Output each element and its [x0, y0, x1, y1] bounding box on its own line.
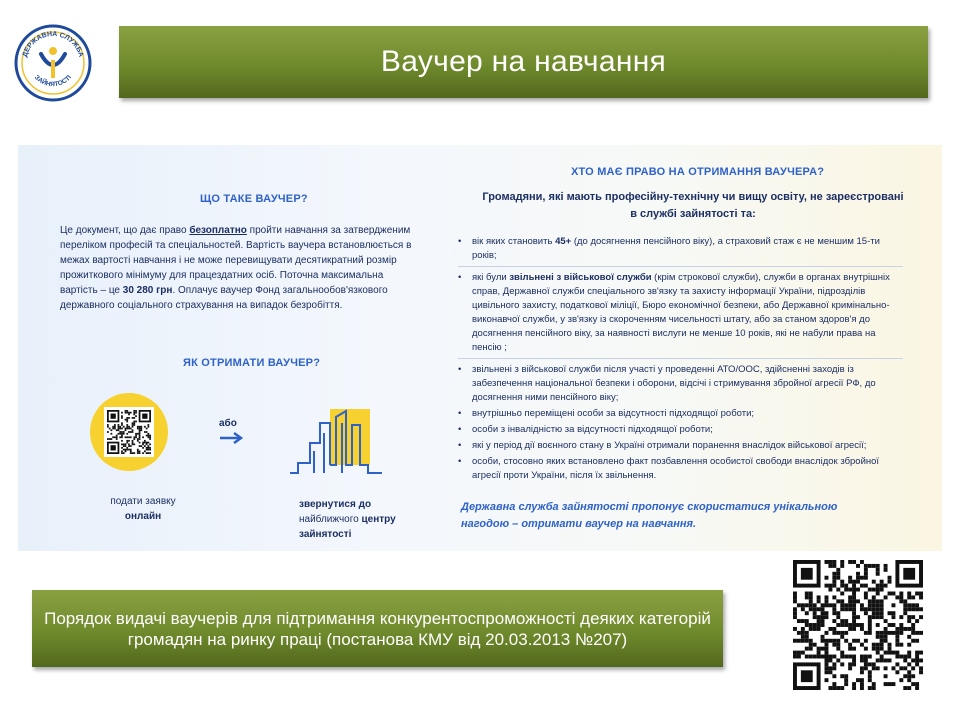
or-label: або	[219, 418, 237, 429]
eligibility-list	[458, 235, 903, 485]
list-item: • особи з інвалідністю за відсутності підходящої роботи;	[458, 423, 903, 437]
list-item: • які у період дії воєнного стану в Україні отримали поранення внаслідок військової агресії;	[458, 439, 903, 453]
who-heading: ХТО МАЄ ПРАВО НА ОТРИМАННЯ ВАУЧЕРА?	[571, 166, 825, 178]
title-bar	[119, 26, 928, 98]
list-item: • внутрішньо переміщені особи за відсутності підходящої роботи;	[458, 407, 903, 421]
employment-center-label: звернутися до найближчого центру зайнятості	[299, 499, 396, 540]
arrow-right-icon	[219, 432, 243, 444]
list-item: • звільнені з військової служби після участі у проведенні АТО/ООС, здійсненні заходів із забезпечення національної безпеки і оборони, відсічі і стримування збройної агресії РФ, до досягнення ними пенсійного віку;	[458, 363, 903, 405]
large-qr-code-icon[interactable]	[793, 560, 923, 690]
who-subheading: Громадяни, які мають професійну-технічну чи вищу освіту, не зареєстровані в службі зайнятості та:	[482, 191, 904, 220]
small-qr-code-icon[interactable]	[104, 407, 154, 457]
list-item: • особи, стосовно яких встановлено факт позбавлення особистої свободи внаслідок збройної агресії проти України, після їх звільнення.	[458, 455, 903, 483]
voucher-infographic	[18, 145, 942, 551]
what-heading: ЩО ТАКЕ ВАУЧЕР?	[200, 193, 308, 205]
employment-center-building-icon	[288, 403, 384, 483]
how-heading: ЯК ОТРИМАТИ ВАУЧЕР?	[183, 357, 321, 369]
slide-title: Ваучер на навчання	[380, 45, 667, 78]
logo-text-bottom: ЗАЙНЯТОСТІ	[33, 73, 74, 89]
free-emphasis: безоплатно	[189, 225, 247, 236]
list-item: • вік яких становить 45+ (до досягнення пенсійного віку), а страховий стаж є не меншим 15-ти років;	[458, 235, 903, 267]
max-amount: 30 280 грн	[122, 285, 173, 296]
online-application-label: подати заявку онлайн	[110, 496, 176, 522]
closing-statement: Державна служба зайнятості пропонує скористатися унікальною нагодою – отримати ваучер на навчання.	[461, 501, 838, 530]
decree-link-box[interactable]	[32, 590, 723, 667]
employment-service-emblem-icon	[14, 24, 92, 102]
logo-text-top: ДЕРЖАВНА СЛУЖБА	[21, 30, 85, 58]
decree-link-text[interactable]: Порядок видачі ваучерів для підтримання конкурентоспроможності деяких категорій громадян на ринку праці (постанова КМУ від 20.03.2013 №207)	[44, 608, 711, 649]
list-item: • які були звільнені з військової служби (крім строкової служби), служби в органах внутрішніх справ, Державної служби спеціального зв'язку та захисту інформації України, підрозділів цивільного захисту, податкової міліції, Бюро економічної безпеки, або Державної кримінально-виконавчої служби, у зв'язку із скороченням чисельності штату, або за станом здоров'я до досягнення пенсійного віку, за наявності вислуги не менше 10 років, які не набули права на пенсію ;	[458, 271, 903, 359]
what-description: Це документ, що дає право безоплатно пройти навчання за затвердженим переліком професій та спеціальностей. Вартість ваучера встановлюється в межах вартості навчання і не може перевищувати десятикратний розмір прожиткового мінімуму для працездатних осіб. Поточна максимальна вартість – це 30 280 грн. Оплачує ваучер Фонд загальнообов'язкового державного соціального страхування на випадок безробіття.	[60, 225, 412, 311]
